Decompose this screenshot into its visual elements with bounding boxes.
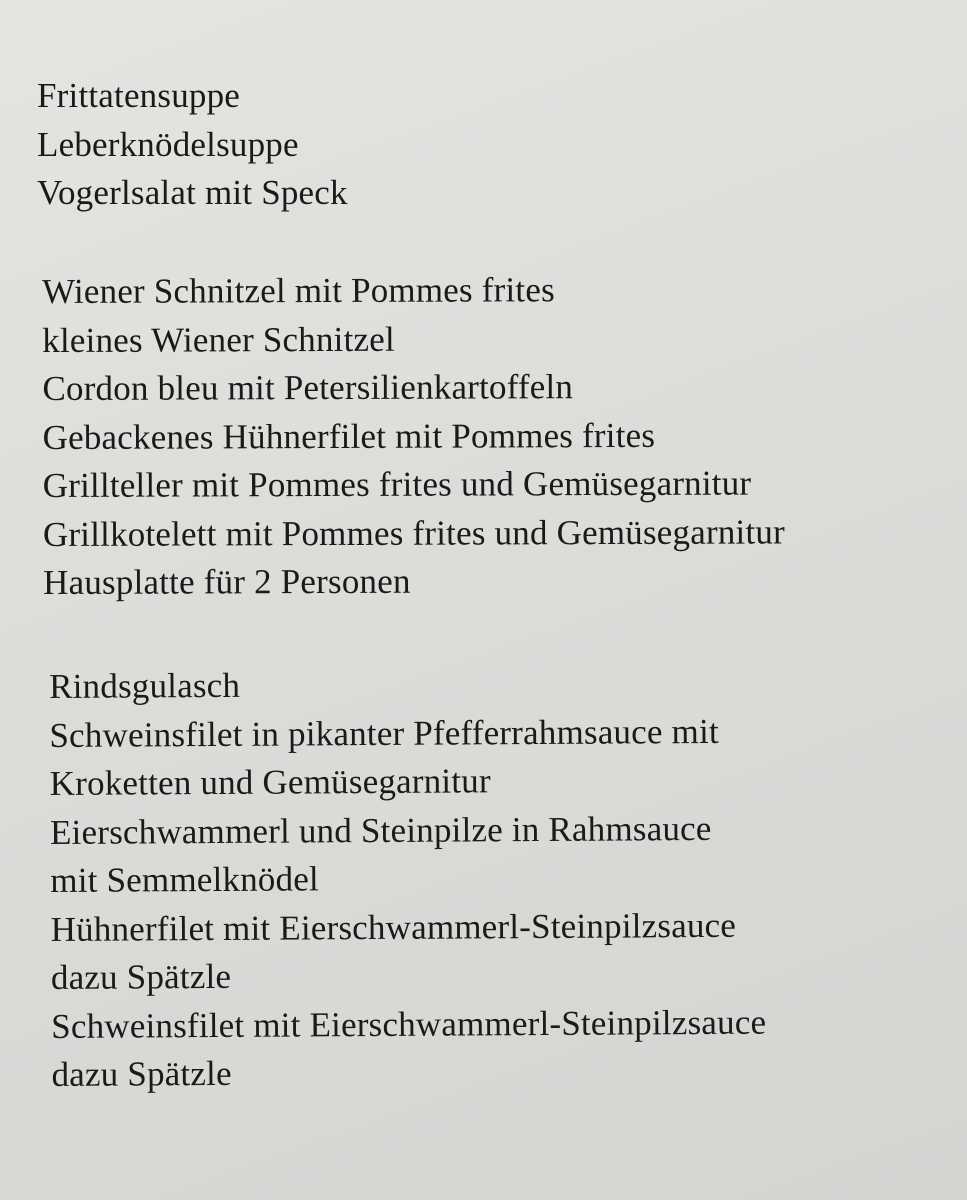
menu-item: Rindsgulasch: [49, 665, 241, 706]
menu-item: dazu Spätzle: [51, 1053, 232, 1094]
menu-item: Leberknödelsuppe: [37, 124, 299, 164]
menu-item: Hausplatte für 2 Personen: [43, 561, 411, 602]
menu-item: Wiener Schnitzel mit Pommes frites: [42, 270, 555, 311]
menu-item: Gebackenes Hühnerfilet mit Pommes frites: [42, 415, 656, 457]
menu-item: Grillteller mit Pommes frites und Gemüsegarnitur: [42, 463, 752, 505]
menu-item: Schweinsfilet in pikanter Pfefferrahmsauce mit: [49, 711, 719, 755]
menu-item: Grillkotelett mit Pommes frites und Gemüsegarnitur: [42, 511, 785, 554]
menu-item: Frittatensuppe: [37, 76, 241, 115]
menu-item: Hühnerfilet mit Eierschwammerl-Steinpilzsauce: [50, 905, 737, 949]
menu-item: Schweinsfilet mit Eierschwammerl-Steinpilzsauce: [51, 1002, 767, 1046]
menu-item: Eierschwammerl und Steinpilze in Rahmsauce: [49, 808, 712, 852]
menu-item: Vogerlsalat mit Speck: [37, 173, 348, 212]
menu-item: Cordon bleu mit Petersilienkartoffeln: [42, 367, 574, 408]
menu-item: Kroketten und Gemüsegarnitur: [49, 761, 491, 803]
specials-section: [49, 659, 767, 1100]
menu-item: kleines Wiener Schnitzel: [42, 319, 395, 360]
soups-section: [37, 72, 348, 218]
mains-section: [42, 265, 785, 607]
menu-item: mit Semmelknödel: [50, 859, 320, 900]
menu-item: dazu Spätzle: [50, 956, 232, 997]
